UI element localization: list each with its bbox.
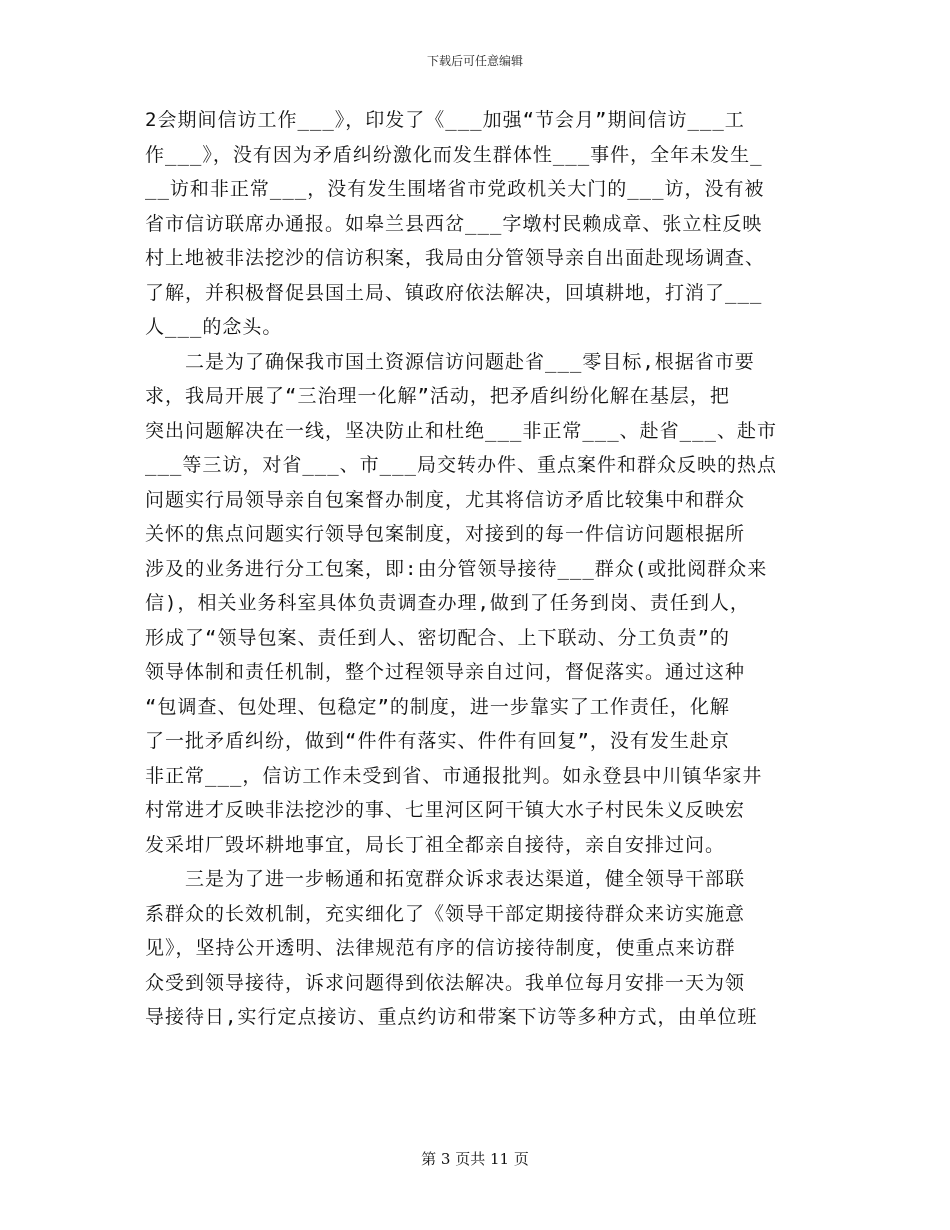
text-line: 信)，相关业务科室具体负责调查办理,做到了任务到岗、责任到人， [145,592,750,614]
text-line: 了一批矛盾纠纷，做到“件件有落实、件件有回复”，没有发生赴京 [145,730,730,752]
text-line: 非正常___，信访工作未受到省、市通报批判。如永登县中川镇华家井 [145,764,763,787]
text-line: 领导体制和责任机制，整个过程领导亲自过问，督促落实。通过这种 [145,661,746,683]
text-line: 人___的念头。 [145,316,283,338]
paragraph-start-line: 二是为了确保我市国土资源信访问题赴省___零目标,根据省市要 [145,350,755,373]
text-line: 求，我局开展了“三治理一化解”活动，把矛盾纠纷化解在基层，把 [145,385,730,407]
text-line: 村上地被非法挖沙的信访积案，我局由分管领导亲自出面赴现场调查、 [145,247,766,269]
text-line: 了解，并积极督促县国土局、镇政府依法解决，回填耕地，打消了___ [145,281,763,304]
text-line: 突出问题解决在一线，坚决防止和杜绝___非正常___、赴省___、赴市 [145,419,777,442]
page-footer: 第 3 页共 11 页 [421,1150,529,1168]
text-line: 关怀的焦点问题实行领导包案制度，对接到的每一件信访问题根据所 [145,523,746,545]
text-line: 作___》，没有因为矛盾纠纷激化而发生群体性___事件，全年未发生_ [145,143,763,166]
text-line: 导接待日,实行定点接访、重点约访和带案下访等多种方式，由单位班 [145,1006,758,1028]
text-line: “包调查、包处理、包稳定”的制度，进一步靠实了工作责任，化解 [145,695,730,718]
text-line: 众受到领导接待，诉求问题得到依法解决。我单位每月安排一天为领 [145,971,746,994]
text-line: 见》，坚持公开透明、法律规范有序的信访接待制度，使重点来访群 [145,937,736,959]
text-line: __访和非正常___，没有发生围堵省市党政机关大门的___访，没有被 [145,178,765,200]
text-line: 村常进才反映非法挖沙的事、七里河区阿干镇大水子村民朱义反映宏 [145,799,746,821]
text-line: ___等三访，对省___、市___局交转办件、重点案件和群众反映的热点 [145,454,777,476]
text-line: 2会期间信访工作___》，印发了《___加强“节会月”期间信访___工 [145,109,745,131]
page-header: 下载后可任意编辑 [426,54,523,68]
text-line: 省市信访联席办通报。如皋兰县西岔___字墩村民赖成章、张立柱反映 [145,212,763,235]
document-body [145,103,807,1035]
text-line: 发采坩厂毁坏耕地事宜，局长丁祖全都亲自接待，亲自安排过问。 [145,833,726,856]
paragraph-start-line: 三是为了进一步畅通和拓宽群众诉求表达渠道，健全领导干部联 [145,868,746,890]
text-line: 涉及的业务进行分工包案，即:由分管领导接待___群众(或批阅群众来 [145,557,768,580]
text-line: 形成了“领导包案、责任到人、密切配合、上下联动、分工负责”的 [145,626,730,649]
text-line: 系群众的长效机制，充实细化了《领导干部定期接待群众来访实施意 [145,902,746,925]
text-line: 问题实行局领导亲自包案督办制度，尤其将信访矛盾比较集中和群众 [145,488,746,511]
